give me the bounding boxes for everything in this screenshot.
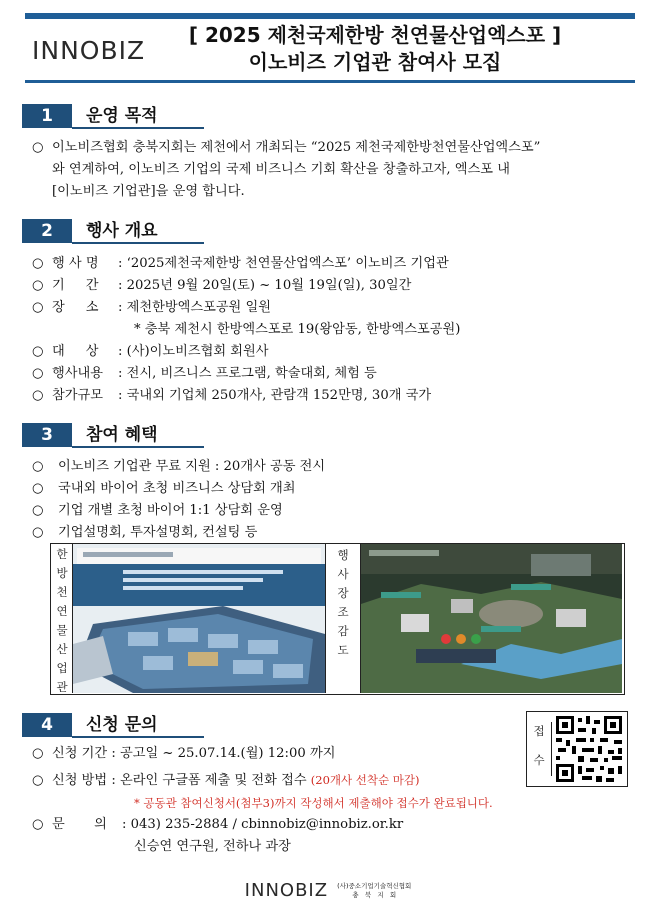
title-line-2: 이노비즈 기업관 참여사 모집 <box>248 50 502 74</box>
section-number: 3 <box>22 423 72 447</box>
apply-warning: * 공동관 참여신청서(첨부3)까지 작성해서 제출해야 접수가 완료됩니다. <box>134 796 493 810</box>
overview-address-note: * 충북 제천시 한방엑스포로 19(왕암동, 한방엑스포공원) <box>134 322 461 337</box>
section-number: 2 <box>22 219 72 243</box>
section-underline <box>72 736 204 738</box>
overview-row: ○ 행사내용 : 전시, 비즈니스 프로그램, 학술대회, 체험 등 <box>32 366 377 381</box>
benefit-item: ○ 기업설명회, 투자설명회, 컨설팅 등 <box>32 525 258 540</box>
overview-row: ○ 참가규모 : 국내외 기업체 250개사, 관람객 152만명, 30개 국가 <box>32 388 432 403</box>
section-underline <box>72 127 204 129</box>
purpose-line-2: 와 연계하여, 이노비즈 기업의 국제 비즈니스 기회 확산을 창출하고자, 엑스포 내 <box>52 162 510 177</box>
method-note: (20개사 선착순 마감) <box>310 773 420 787</box>
page-title <box>160 22 590 76</box>
section-number: 4 <box>22 713 72 737</box>
qr-label: 접 수 <box>527 722 552 776</box>
section-title: 행사 개요 <box>86 221 158 241</box>
benefit-item: ○ 국내외 바이어 초청 비즈니스 상담회 개최 <box>32 481 296 496</box>
section-3-header <box>22 423 634 447</box>
title-line-1: [ 2025 제천국제한방 천연물산업엑스포 ] <box>188 23 562 47</box>
section-title: 신청 문의 <box>86 715 158 735</box>
footer <box>0 880 656 901</box>
section-underline <box>72 446 204 448</box>
overview-row: ○ 장 소 : 제천한방엑스포공원 일원 <box>32 300 271 315</box>
footer-logo: INNOBIZ <box>244 880 329 901</box>
section-1-header <box>22 104 634 128</box>
section-4-header <box>22 713 522 737</box>
exhibition-hall-image <box>73 544 325 693</box>
benefit-item: ○ 기업 개별 초청 바이어 1:1 상담회 운영 <box>32 503 283 518</box>
apply-method: ○ 신청 방법 : 온라인 구글폼 제출 및 전화 접수 (20개사 선착순 마감) <box>32 773 420 788</box>
purpose-line-1: ○ 이노비즈협회 충북지회는 제천에서 개최되는 “2025 제천국제한방천연물산업엑스포” <box>32 140 541 155</box>
venue-aerial-image <box>361 544 622 693</box>
section-number: 1 <box>22 104 72 128</box>
apply-contact: ○ 문 의 : 043) 235-2884 / cbinnobiz@innobiz.or.kr <box>32 817 404 832</box>
purpose-line-3: [이노비즈 기업관]을 운영 합니다. <box>52 184 245 199</box>
header-top-bar <box>25 13 635 19</box>
apply-period: ○ 신청 기간 : 공고일 ~ 25.07.14.(월) 12:00 까지 <box>32 746 336 761</box>
overview-row: ○ 대 상 : (사)이노비즈협회 회원사 <box>32 344 269 359</box>
innobiz-logo: INNOBIZ <box>32 36 146 65</box>
section-2-header <box>22 219 634 243</box>
overview-row: ○ 기 간 : 2025년 9월 20일(토) ~ 10월 19일(일), 30일간 <box>32 278 412 293</box>
right-photo-label: 행 사 장 조 감 도 <box>337 548 349 657</box>
header-bottom-bar <box>25 80 635 83</box>
qr-box <box>526 711 628 787</box>
footer-org: (사)중소기업기술혁신협회 충 북 지 회 <box>337 881 412 899</box>
section-title: 참여 혜택 <box>86 425 158 445</box>
benefit-item: ○ 이노비즈 기업관 무료 지원 : 20개사 공동 전시 <box>32 459 326 474</box>
section-underline <box>72 242 204 244</box>
section-title: 운영 목적 <box>86 106 158 126</box>
apply-contact-people: 신승연 연구원, 전하나 과장 <box>134 839 291 854</box>
qr-code-icon[interactable] <box>554 714 624 784</box>
overview-row: ○ 행 사 명 : ‘2025제천국제한방 천연물산업엑스포’ 이노비즈 기업관 <box>32 256 449 271</box>
left-photo-label: 한 방 천 연 물 산 업 관 <box>56 547 68 694</box>
